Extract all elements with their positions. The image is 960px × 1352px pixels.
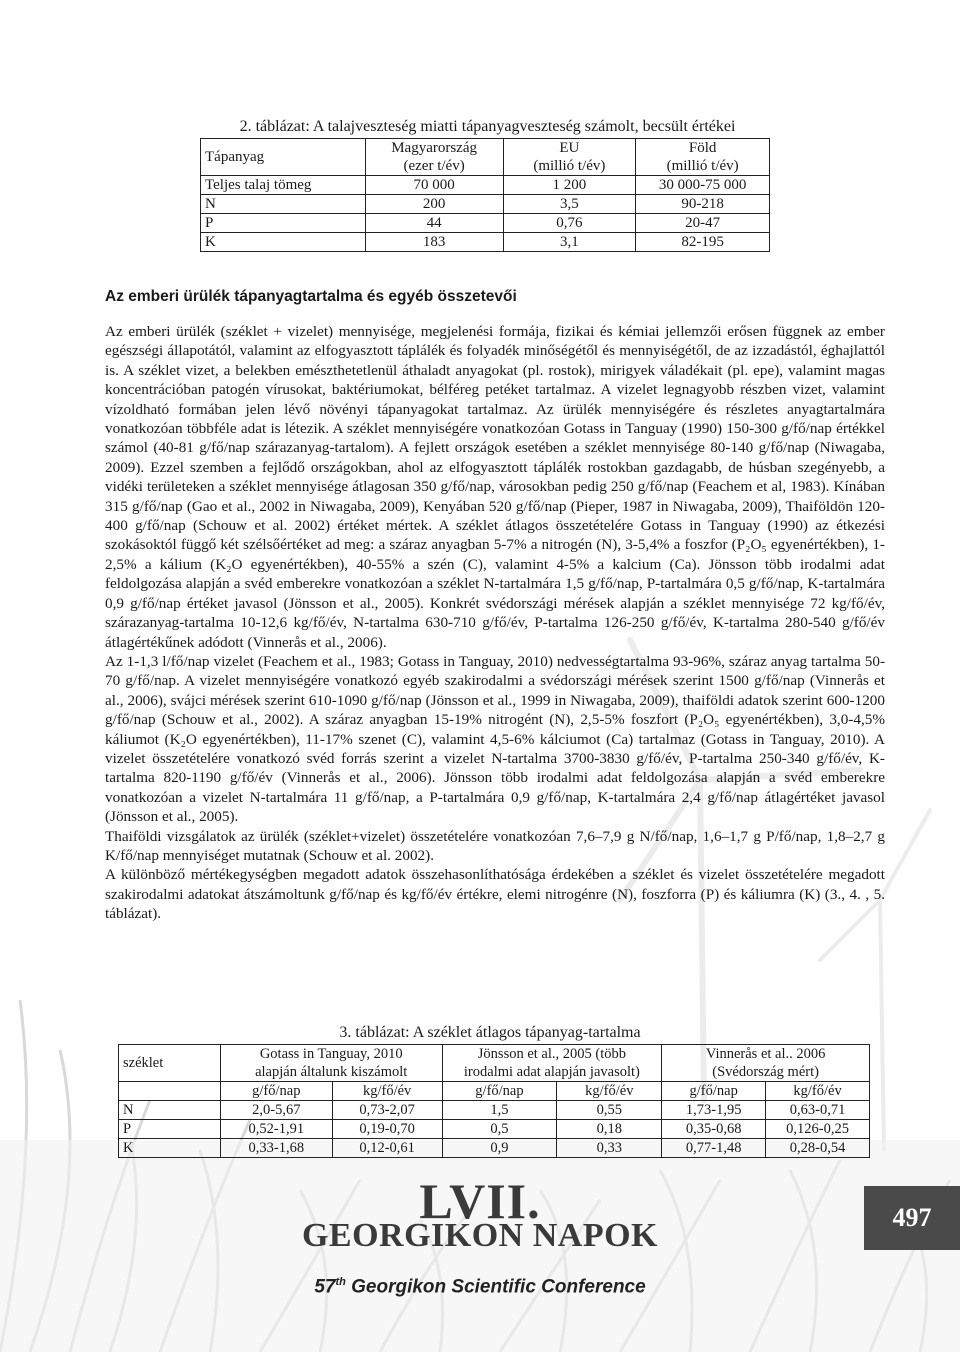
conference-name: Georgikon Scientific Conference <box>345 1276 646 1298</box>
table-cell: 0,126-0,25 <box>766 1120 870 1139</box>
table-cell: 44 <box>365 214 503 233</box>
paragraph: A különböző mértékegységben megadott adatok összehasonlíthatósága érdekében a széklet és vizelet összetételére megadott szakirodalmi adatokat átszámoltunk g/fő/nap és kg/fő/év értékre, elemi nitrogénre (N), foszforra (P) és káliumra (K) (3., 4. , 5. táblázat). <box>105 866 885 923</box>
conference-subtitle <box>0 1276 960 1298</box>
table-cell: 3,5 <box>503 195 636 214</box>
table-row <box>201 233 770 252</box>
table-cell: 30 000-75 000 <box>636 176 770 195</box>
table3-caption: 3. táblázat: A széklet átlagos tápanyag-tartalma <box>339 1024 641 1041</box>
table-cell: 0,19-0,70 <box>332 1120 442 1139</box>
table3-unit-row <box>119 1082 870 1101</box>
table2-unit-hu: (ezer t/év) <box>365 157 503 176</box>
table3-header-gotass: Gotass in Tanguay, 2010 <box>220 1045 442 1064</box>
table3-header-row <box>119 1045 870 1064</box>
table2-unit-eu: (millió t/év) <box>503 157 636 176</box>
table2-header-row <box>201 139 770 158</box>
table-cell: 183 <box>365 233 503 252</box>
table3-unit: g/fő/nap <box>220 1082 332 1101</box>
table-cell: 0,77-1,48 <box>662 1139 766 1158</box>
table3-unit: g/fő/nap <box>442 1082 557 1101</box>
table-cell: 20-47 <box>636 214 770 233</box>
table-row <box>119 1139 870 1158</box>
table3-unit: kg/fő/év <box>766 1082 870 1101</box>
table-cell: 0,76 <box>503 214 636 233</box>
table2-caption: 2. táblázat: A talajveszteség miatti tápanyagveszteség számolt, becsült értékei <box>239 118 736 135</box>
table3-unit: kg/fő/év <box>332 1082 442 1101</box>
table-cell: 1 200 <box>503 176 636 195</box>
table-cell: 70 000 <box>365 176 503 195</box>
table2-header-hu: Magyarország <box>365 139 503 158</box>
table-cell: 90-218 <box>636 195 770 214</box>
table3 <box>118 1044 870 1158</box>
section-title: Az emberi ürülék tápanyagtartalma és egyéb összetevői <box>105 288 517 305</box>
edition-title: LVII. <box>419 1173 541 1229</box>
table3-header-gotass-sub: alapján általunk kiszámolt <box>220 1063 442 1082</box>
table3-unit: g/fő/nap <box>662 1082 766 1101</box>
table-cell: N <box>201 195 366 214</box>
table-cell: 0,63-0,71 <box>766 1101 870 1120</box>
table3-header-row-2 <box>119 1063 870 1082</box>
table3-header-jonsson: Jönsson et al., 2005 (több <box>442 1045 662 1064</box>
table-row <box>119 1101 870 1120</box>
table-row <box>201 214 770 233</box>
table-cell: Teljes talaj tömeg <box>201 176 366 195</box>
table-cell: 0,35-0,68 <box>662 1120 766 1139</box>
table3-header-jonsson-sub: irodalmi adat alapján javasolt) <box>442 1063 662 1082</box>
table3-header-vinneras-sub: (Svédország mért) <box>662 1063 870 1082</box>
table-cell: 82-195 <box>636 233 770 252</box>
table-row <box>201 176 770 195</box>
table-cell: 0,33 <box>557 1139 662 1158</box>
table-cell: 1,73-1,95 <box>662 1101 766 1120</box>
paragraph: Az emberi ürülék (széklet + vizelet) mennyisége, megjelenési formája, fizikai és kémiai jellemzői erősen függnek az ember egészségi állapotától, valamint az elfogyasztott táplálék és folyadék minőségétől és mennyiségétől, de az izzadástól, éghajlattól is. A széklet vizet, a belekben emészthetetlenül áthaladt anyagokat (pl. rostok), mirigyek váladékait (pl. epe), valamint magas koncentrációban patogén vírusokat, baktériumokat, bélféreg petéket tartalmaz. A vizelet legnagyobb részben vizet, valamint vízoldható formában jelen lévő növényi tápanyagokat tartalmaz. Az ürülék mennyiségére és részletes anyagtartalmára vonatkozóan többféle adat is létezik. A széklet mennyiségére vonatkozóan Gotass in Tanguay (1990) 150-300 g/fő/nap értékkel számol (40-81 g/fő/nap szárazanyag-tartalom). A fejlett országok esetében a széklet mennyisége 80-140 g/fő/nap (Niwagaba, 2009). Ezzel szemben a fejlődő országokban, ahol az elfogyasztott táplálék rostokban gazdagabb, de húsban szegényebb, a vidéki területeken a széklet mennyisége átlagosan 350 g/fő/nap, városokban pedig 250 g/fő/nap (Feachem et al, 1983). Kínában 315 g/fő/nap (Gao et al., 2002 in Niwagaba, 2009), Kenyában 520 g/fő/nap (Pieper, 1987 in Niwagaba, 2009), Thaiföldön 120-400 g/fő/nap (Schouw et al. 2002) értéket mértek. A széklet átlagos összetételére Gotass in Tanguay (1990) az étkezési szokásoktól függő két szélsőértéket ad meg: a száraz anyagban 5-7% a nitrogén (N), 3-5,4% a foszfor (P₂O₅ egyenértékben), 1-2,5% a kálium (K₂O egyenértékben), 40-55% a szén (C), valamint 4-5% a kalcium (Ca). Jönsson több irodalmi adat feldolgozása alapján a svéd emberekre vonatkozóan a széklet N-tartalmára 1,5 g/fő/nap, P-tartalmára 0,5 g/fő/nap, K-tartalmára 0,9 g/fő/nap értéket javasol (Jönsson et al., 2005). Konkrét svédországi mérések alapján a széklet mennyisége 72 kg/fő/év, szárazanyag-tartalma 10-12,6 kg/fő/év, N-tartalma 630-710 g/fő/év, P-tartalma 126-250 g/fő/év, K-tartalma 280-540 g/fő/év átlagértékűnek adódott (Vinnerås et al., 2006). <box>105 323 885 651</box>
event-title: GEORGIKON NAPOK <box>301 1217 659 1254</box>
table-cell: 0,18 <box>557 1120 662 1139</box>
table-cell: 0,73-2,07 <box>332 1101 442 1120</box>
table3-header-vinneras: Vinnerås et al.. 2006 <box>662 1045 870 1064</box>
table-cell: N <box>119 1101 221 1120</box>
table-cell: 0,28-0,54 <box>766 1139 870 1158</box>
table-cell: 200 <box>365 195 503 214</box>
table-cell: K <box>201 233 366 252</box>
table3-unit: kg/fő/év <box>557 1082 662 1101</box>
table-cell: 0,9 <box>442 1139 557 1158</box>
table-cell: 0,55 <box>557 1101 662 1120</box>
table-cell: 1,5 <box>442 1101 557 1120</box>
page-number: 497 <box>864 1186 960 1250</box>
table2-header-eu: EU <box>503 139 636 158</box>
paragraph: Az 1-1,3 l/fő/nap vizelet (Feachem et al., 1983; Gotass in Tanguay, 2010) nedvességtartalma 93-96%, száraz anyag tartalma 50-70 g/fő/nap. A vizelet mennyiségére vonatkozó egyéb szakirodalmi a svédországi mérések szerint 1500 g/fő/nap (Vinnerås et al., 2006), svájci mérések szerint 610-1090 g/fő/nap (Jönsson et al., 1999 in Niwagaba, 2009), thaiföldi adatok szerint 600-1200 g/fő/nap (Schouw et al., 2002). A száraz anyagban 15-19% nitrogént (N), 2,5-5% foszfort (P₂O₅ egyenértékben), 3,0-4,5% káliumot (K₂O egyenértékben), 11-17% szenet (C), valamint 4,5-6% kálciumot (Ca) tartalmaz (Gotass in Tanguay, 2010). A vizelet összetételére vonatkozó svéd forrás szerint a vizelet N-tartalma 3700-3830 g/fő/év, P-tartalma 250-340 g/fő/év, K-tartalma 820-1190 g/fő/év (Vinnerås et al., 2006). Jönsson több irodalmi adat feldolgozása alapján a svéd emberekre vonatkozóan a vizelet N-tartalmára 11 g/fő/nap, a P-tartalmára 0,9 g/fő/nap, K-tartalmára 2,4 g/fő/nap átlagértéket javasol (Jönsson et al., 2005). <box>105 652 885 826</box>
table2 <box>200 138 770 252</box>
table-cell: 0,12-0,61 <box>332 1139 442 1158</box>
table-cell: 2,0-5,67 <box>220 1101 332 1120</box>
paragraph: Thaiföldi vizsgálatok az ürülék (széklet+vizelet) összetételére vonatkozóan 7,6–7,9 g N/fő/nap, 1,6–1,7 g P/fő/nap, 1,8–2,7 g K/fő/nap mennyiséget mutatnak (Schouw et al. 2002). <box>105 827 885 864</box>
table-cell <box>119 1082 221 1101</box>
table-cell: P <box>201 214 366 233</box>
conference-number: 57 <box>314 1276 336 1298</box>
table-cell: 0,52-1,91 <box>220 1120 332 1139</box>
table3-header-label: széklet <box>119 1045 221 1082</box>
table-row <box>201 195 770 214</box>
conference-ordinal-suffix: th <box>335 1276 346 1288</box>
table2-unit-earth: (millió t/év) <box>636 157 770 176</box>
table-row <box>119 1120 870 1139</box>
table-cell: 0,5 <box>442 1120 557 1139</box>
table-cell: K <box>119 1139 221 1158</box>
table-cell: 3,1 <box>503 233 636 252</box>
table2-header-nutrient: Tápanyag <box>201 139 366 176</box>
table-cell: 0,33-1,68 <box>220 1139 332 1158</box>
table2-header-earth: Föld <box>636 139 770 158</box>
table-cell: P <box>119 1120 221 1139</box>
body-text <box>105 322 885 924</box>
